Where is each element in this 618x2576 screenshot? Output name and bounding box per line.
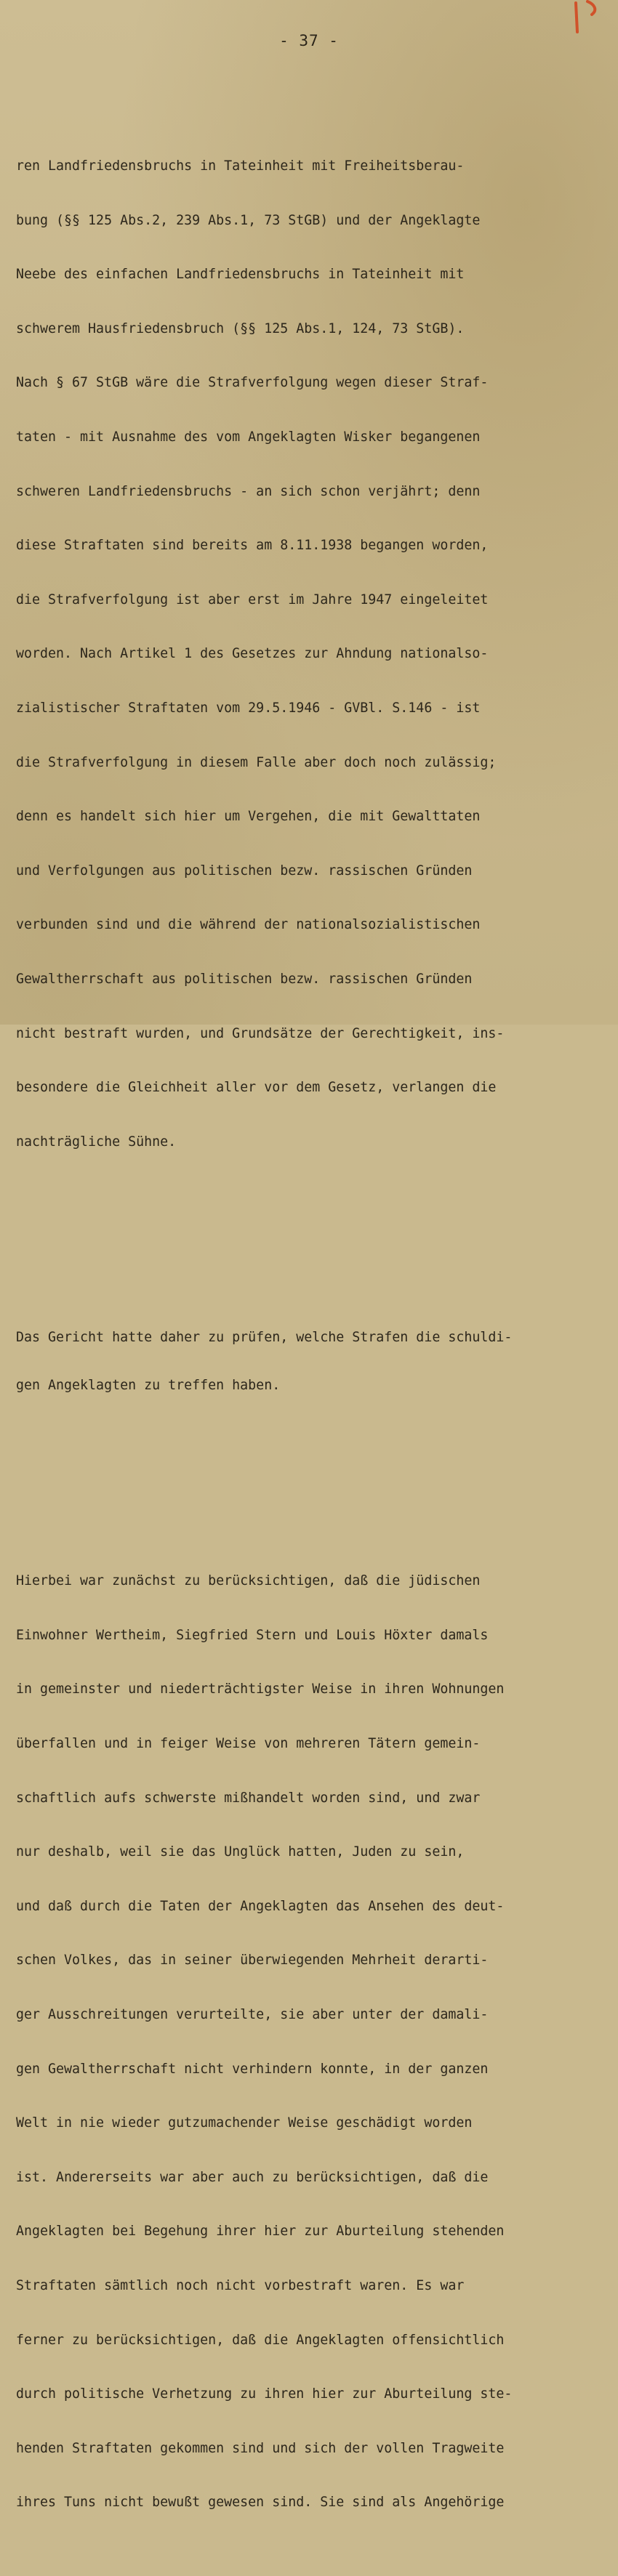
text-line: worden. Nach Artikel 1 des Gesetzes zur Ahndung nationalso- [16, 646, 489, 662]
text-line: Einwohner Wertheim, Siegfried Stern und Louis Höxter damals [16, 1627, 489, 1643]
paragraph [16, 124, 612, 1184]
text-line: Straftaten sämtlich noch nicht vorbestraft waren. Es war [16, 2278, 465, 2293]
text-line: die Strafverfolgung ist aber erst im Jahre 1947 eingeleitet [16, 591, 489, 607]
text-line: diese Straftaten sind bereits am 8.11.1938 begangen worden, [16, 538, 489, 554]
text-line: und daß durch die Taten der Angeklagten das Ansehen des deut- [16, 1898, 505, 1914]
text-line: ihres Tuns nicht bewußt gewesen sind. Sie sind als Angehörige [16, 2495, 505, 2511]
text-line: bung (§§ 125 Abs.2, 239 Abs.1, 73 StGB) und der Angeklagte [16, 212, 481, 228]
body-text [16, 78, 612, 2576]
text-line: schen Volkes, das in seiner überwiegenden Mehrheit derarti- [16, 1953, 489, 1969]
text-line: besondere die Gleichheit aller vor dem Gesetz, verlangen die [16, 1080, 497, 1096]
text-line: schaftlich aufs schwerste mißhandelt worden sind, und zwar [16, 1790, 481, 1806]
text-line: in gemeinster und niederträchtigster Weise in ihren Wohnungen [16, 1681, 505, 1697]
text-line: Welt in nie wieder gutzumachender Weise geschädigt worden [16, 2115, 473, 2131]
text-line: henden Straftaten gekommen sind und sich der vollen Tragweite [16, 2440, 505, 2456]
paragraph [16, 1539, 612, 2545]
text-line: Nach § 67 StGB wäre die Strafverfolgung wegen dieser Straf- [16, 375, 489, 391]
text-line: Hierbei war zunächst zu berücksichtigen, daß die jüdischen [16, 1573, 481, 1589]
text-line: ferner zu berücksichtigen, daß die Angeklagten offensichtlich [16, 2332, 505, 2348]
text-line: Das Gericht hatte daher zu prüfen, welche Strafen die schuldi- [16, 1330, 513, 1346]
text-line: ger Ausschreitungen verurteilte, sie aber unter der damali- [16, 2007, 489, 2023]
text-line: denn es handelt sich hier um Vergehen, die mit Gewalttaten [16, 809, 481, 825]
text-line: nicht bestraft wurden, und Grundsätze der Gerechtigkeit, ins- [16, 1025, 505, 1041]
red-pencil-mark [566, 0, 609, 36]
text-line: Angeklagten bei Begehung ihrer hier zur Aburteilung stehenden [16, 2224, 505, 2240]
text-line: taten - mit Ausnahme des vom Angeklagten Wisker begangenen [16, 429, 481, 445]
text-line: und Verfolgungen aus politischen bezw. rassischen Gründen [16, 863, 473, 879]
text-line: die Strafverfolgung in diesem Falle aber doch noch zulässig; [16, 754, 497, 770]
text-line: Neebe des einfachen Landfriedensbruchs in Tateinheit mit [16, 267, 465, 283]
text-line: Gewaltherrschaft aus politischen bezw. rassischen Gründen [16, 971, 473, 987]
text-line: schweren Landfriedensbruchs - an sich schon verjährt; denn [16, 483, 481, 499]
text-line: gen Gewaltherrschaft nicht verhindern konnte, in der ganzen [16, 2061, 489, 2077]
paragraph-gap [16, 1471, 612, 1478]
page-number: - 37 - [279, 32, 339, 49]
paragraph [16, 1299, 612, 1425]
text-line: verbunden sind und die während der nationalsozialistischen [16, 917, 481, 933]
text-line: zialistischer Straftaten vom 29.5.1946 - GVBl. S.146 - ist [16, 700, 481, 716]
text-line: durch politische Verhetzung zu ihren hier zur Aburteilung ste- [16, 2386, 513, 2402]
text-line: schwerem Hausfriedensbruch (§§ 125 Abs.1, 124, 73 StGB). [16, 320, 465, 336]
paragraph-gap [16, 1230, 612, 1237]
text-line: überfallen und in feiger Weise von mehreren Tätern gemein- [16, 1736, 481, 1752]
text-line: gen Angeklagten zu treffen haben. [16, 1378, 281, 1394]
text-line: nur deshalb, weil sie das Unglück hatten, Juden zu sein, [16, 1844, 465, 1860]
text-line: ist. Andererseits war aber auch zu berücksichtigen, daß die [16, 2169, 489, 2185]
text-line: nachträgliche Sühne. [16, 1134, 177, 1150]
text-line: ren Landfriedensbruchs in Tateinheit mit Freiheitsberau- [16, 158, 465, 174]
